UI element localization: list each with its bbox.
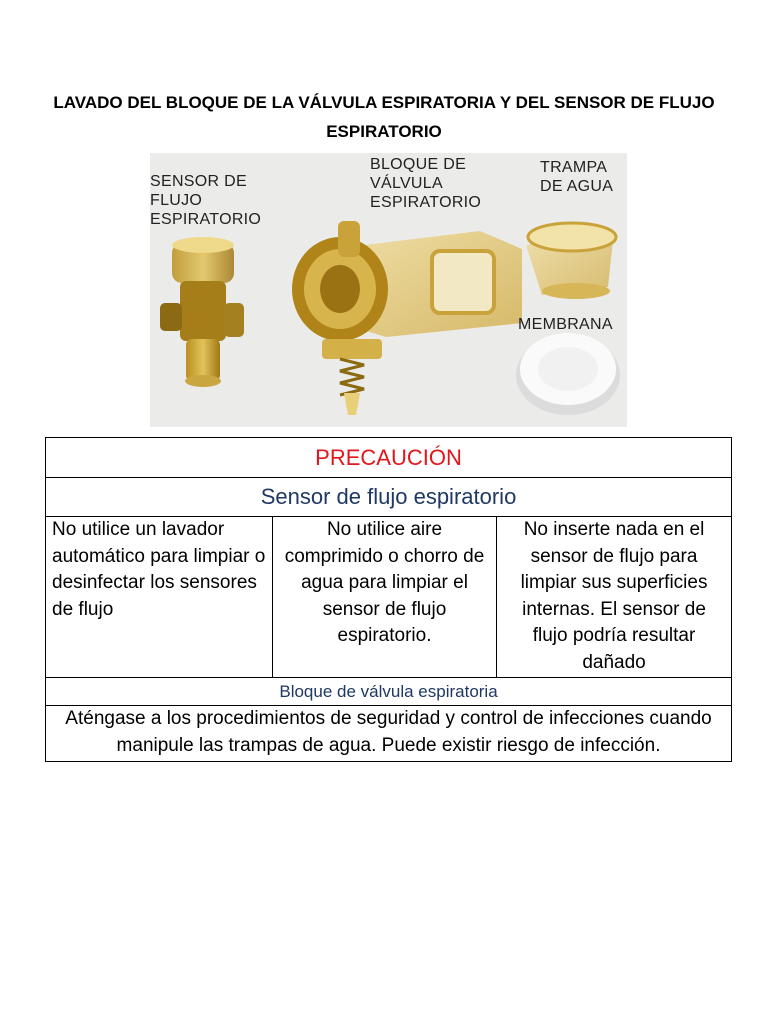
precaution-cell-3: No inserte nada en el sensor de flujo para limpiar sus superficies internas. El sensor de flujo podría resultar dañado (497, 517, 732, 678)
caution-heading: PRECAUCIÓN (46, 438, 732, 478)
valve-block-part (292, 221, 522, 415)
precaution-table (45, 437, 732, 762)
sensor-heading: Sensor de flujo espiratorio (46, 478, 732, 517)
document-title: LAVADO DEL BLOQUE DE LA VÁLVULA ESPIRATORIA Y DEL SENSOR DE FLUJO ESPIRATORIO (53, 93, 715, 141)
flow-sensor-part (160, 237, 244, 387)
precaution-cell-1: No utilice un lavador automático para limpiar o desinfectar los sensores de flujo (46, 517, 273, 678)
water-trap-part (526, 223, 616, 299)
label-bloque: BLOQUE DE VÁLVULA ESPIRATORIO (370, 156, 482, 211)
bloque-heading: Bloque de válvula espiratoria (46, 678, 732, 706)
infection-note: Aténgase a los procedimientos de seguridad y control de infecciones cuando manipule las trampas de agua. Puede existir riesgo de infección. (46, 706, 732, 762)
label-sensor: SENSOR DE FLUJO ESPIRATORIO (150, 173, 262, 228)
precaution-cell-2: No utilice aire comprimido o chorro de agua para limpiar el sensor de flujo espiratorio. (273, 517, 497, 678)
label-trampa: TRAMPA DE AGUA (540, 159, 614, 195)
membrane-part (516, 333, 620, 415)
label-membrana: MEMBRANA (518, 316, 613, 333)
parts-photo (150, 153, 627, 427)
